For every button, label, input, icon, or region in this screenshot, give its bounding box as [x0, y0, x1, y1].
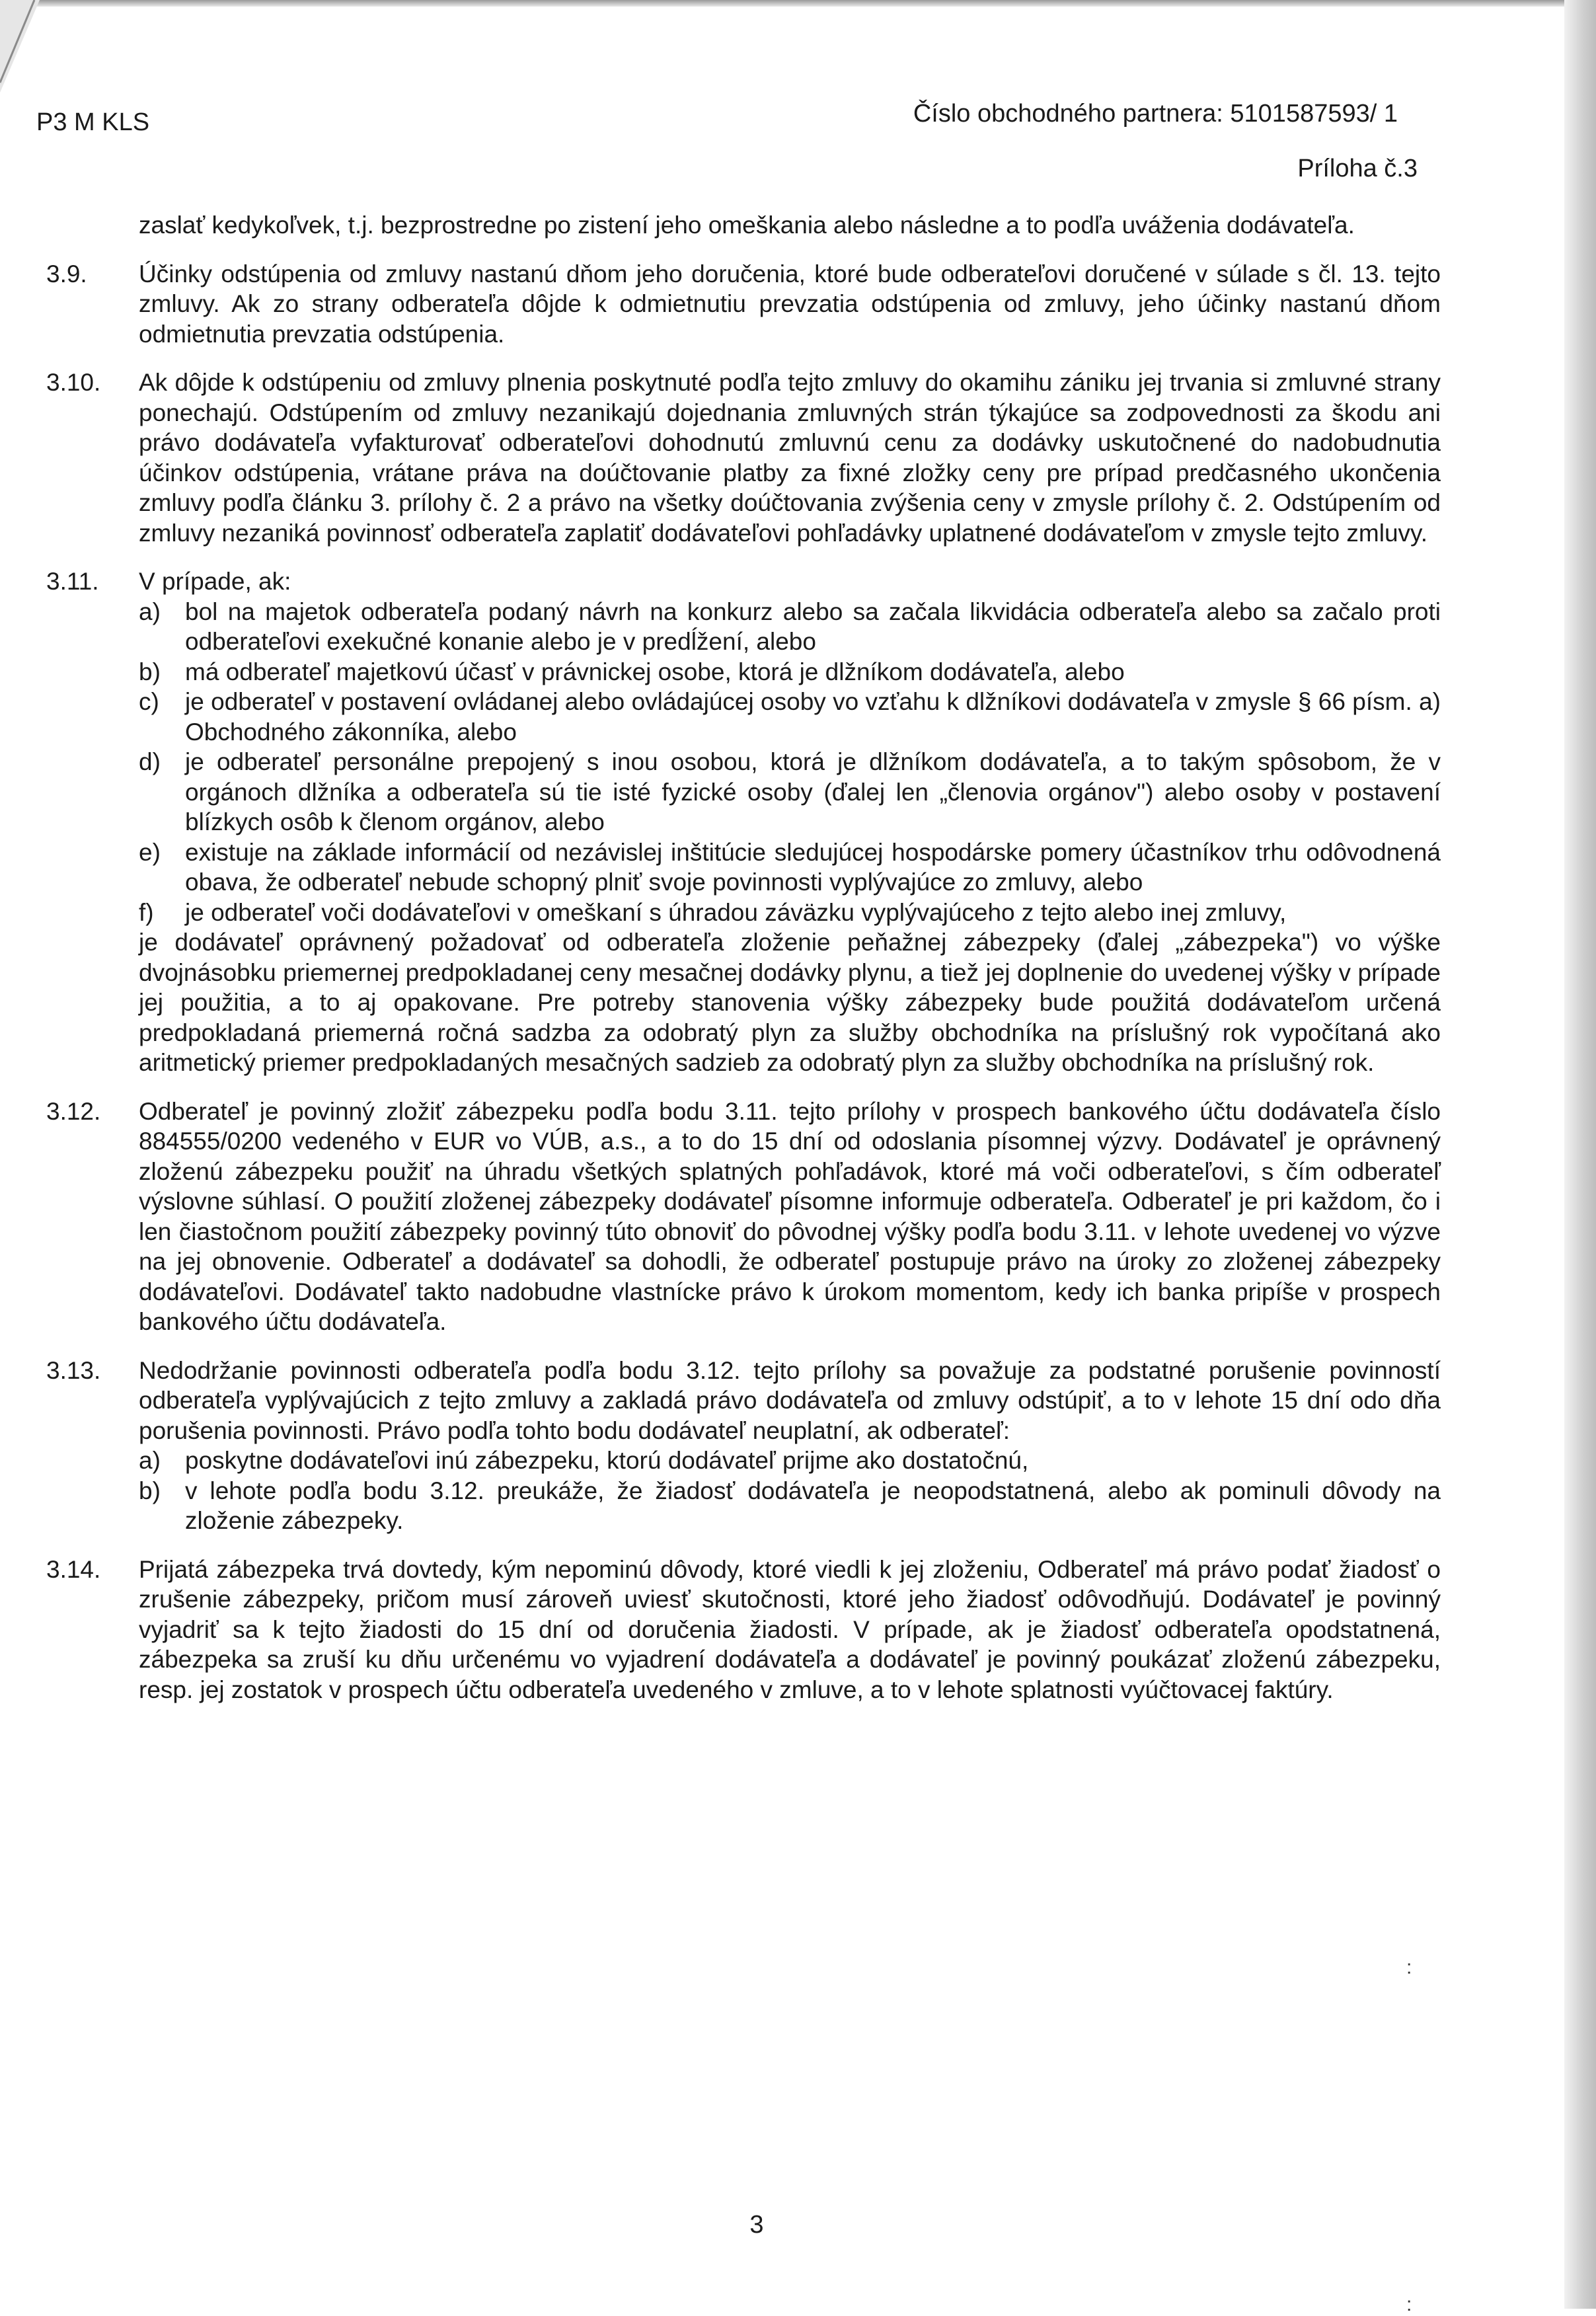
list-item-text: existuje na základe informácií od nezávislej inštitúcie sledujúcej hospodárske pomery účastníkov trhu odôvodnená obava, že odberateľ nebude schopný plniť svoje povinnosti vyplývajúce zo zmluvy, alebo	[185, 838, 1441, 896]
section-text: Účinky odstúpenia od zmluvy nastanú dňom jeho doručenia, ktoré bude odberateľovi doručené v súlade s čl. 13. tejto zmluvy. Ak zo strany odberateľa dôjde k odmietnutiu prevzatia odstúpenia od zmluvy, jeho účinky nastanú dňom odmietnutia prevzatia odstúpenia.	[139, 260, 1441, 348]
header-left-code: P3 M KLS	[36, 108, 150, 136]
condition-list	[139, 597, 1441, 928]
list-item-label: d)	[139, 748, 161, 775]
section-text: V prípade, ak:	[139, 568, 291, 595]
list-item	[139, 657, 1441, 687]
list-item	[139, 597, 1441, 657]
list-item-text: má odberateľ majetkovú účasť v právnickej osobe, ktorá je dlžníkom dodávateľa, alebo	[185, 658, 1125, 685]
section-continuation-text: je dodávateľ oprávnený požadovať od odberateľa zloženie peňažnej zábezpeky (ďalej „zábezpeka") vo výške dvojnásobku priemernej predpokladanej ceny mesačnej dodávky plynu, a tiež jej doplnenie do uvedenej výšky v prípade jej použitia, a to aj opakovane. Pre potreby stanovenia výšky zábezpeky bude použitá dodávateľom určená predpokladaná priemerná ročná sadzba za odobratý plyn za služby obchodníka na príslušný rok vypočítaná ako aritmetický priemer predpokladaných mesačných sadzieb za odobratý plyn za služby obchodníka na príslušný rok.	[139, 929, 1441, 1076]
scan-top-edge	[0, 0, 1564, 7]
section-3-13	[46, 1356, 1441, 1536]
list-item-label: e)	[139, 838, 161, 866]
section-number: 3.10.	[46, 369, 101, 396]
section-number: 3.9.	[46, 260, 87, 288]
section-3-12	[46, 1097, 1441, 1337]
list-item-label: f)	[139, 898, 154, 926]
section-number: 3.13.	[46, 1356, 101, 1384]
condition-list	[139, 1446, 1441, 1536]
list-item-label: a)	[139, 1447, 161, 1474]
section-number: 3.11.	[46, 568, 99, 595]
list-item	[139, 1446, 1441, 1476]
list-item-text: je odberateľ v postavení ovládanej alebo ovládajúcej osoby vo vzťahu k dlžníkovi dodávateľa v zmysle § 66 písm. a) Obchodného zákonníka, alebo	[185, 688, 1441, 746]
scan-speck: :	[1406, 2294, 1412, 2315]
section-3-10	[46, 367, 1441, 548]
scan-right-edge	[1564, 0, 1596, 2309]
list-item-text: poskytne dodávateľovi inú zábezpeku, ktorú dodávateľ prijme ako dostatočnú,	[185, 1447, 1029, 1474]
list-item	[139, 837, 1441, 898]
list-item-label: b)	[139, 658, 161, 685]
header-partner-number: Číslo obchodného partnera: 5101587593/ 1	[913, 100, 1398, 128]
list-item-label: c)	[139, 688, 159, 715]
section-text: Ak dôjde k odstúpeniu od zmluvy plnenia poskytnuté podľa tejto zmluvy do okamihu zániku jej trvania si zmluvné strany ponechajú. Odstúpením od zmluvy nezanikajú dojednania zmluvných strán týkajúce sa zodpovednosti za škodu ani právo dodávateľa vyfakturovať odberateľovi dohodnutú zmluvnú cenu za dodávky uskutočnené do nadobudnutia účinkov odstúpenia, vrátane práva na doúčtovanie platby za fixné zložky ceny pre prípad predčasného ukončenia zmluvy podľa článku 3. prílohy č. 2 a právo na všetky doúčtovania zvýšenia ceny v zmysle prílohy č. 2. Odstúpením od zmluvy nezaniká povinnosť odberateľa zaplatiť dodávateľovi pohľadávky uplatnené dodávateľom v zmysle tejto zmluvy.	[139, 369, 1441, 547]
list-item	[139, 747, 1441, 837]
list-item-text: je odberateľ personálne prepojený s inou osobou, ktorá je dlžníkom dodávateľa, a to takým spôsobom, že v orgánoch dlžníka a odberateľa sú tie isté fyzické osoby (ďalej len „členovia orgánov") alebo osoby v postavení blízkych osôb k členom orgánov, alebo	[185, 748, 1441, 835]
section-text: Prijatá zábezpeka trvá dovtedy, kým nepominú dôvody, ktoré viedli k jej zloženiu, Odberateľ má právo podať žiadosť o zrušenie zábezpeky, pričom musí zároveň uviesť skutočnosti, ktoré jeho žiadosť odôvodňujú. Dodávateľ je povinný vyjadriť sa k tejto žiadosti do 15 dní od doručenia žiadosti. V prípade, ak je žiadosť odberateľa opodstatnená, zábezpeka sa zruší ku dňu určenému vo vyjadrení dodávateľa a dodávateľ je povinný poukázať zloženú zábezpeku, resp. jej zostatok v prospech účtu odberateľa uvedeného v zmluve, a to v lehote splatnosti vyúčtovacej faktúry.	[139, 1555, 1441, 1703]
section-3-9	[46, 259, 1441, 350]
list-item-text: je odberateľ voči dodávateľovi v omeškaní s úhradou záväzku vyplývajúceho z tejto alebo inej zmluvy,	[185, 898, 1287, 926]
document-body	[46, 210, 1441, 1723]
list-item	[139, 1476, 1441, 1536]
list-item-label: a)	[139, 598, 161, 625]
page-number: 3	[749, 2211, 764, 2239]
section-number: 3.12.	[46, 1097, 101, 1125]
header-annex-label: Príloha č.3	[1297, 155, 1418, 182]
section-number: 3.14.	[46, 1555, 101, 1583]
section-text: Nedodržanie povinnosti odberateľa podľa bodu 3.12. tejto prílohy sa považuje za podstatné porušenie povinností odberateľa vyplývajúcich z tejto zmluvy a zakladá právo dodávateľa od zmluvy odstúpiť, a to v lehote 15 dní odo dňa porušenia povinnosti. Právo podľa tohto bodu dodávateľ neuplatní, ak odberateľ:	[139, 1356, 1441, 1444]
list-item	[139, 898, 1441, 928]
list-item-text: bol na majetok odberateľa podaný návrh na konkurz alebo sa začala likvidácia odberateľa alebo sa začalo proti odberateľovi exekučné konanie alebo je v predĺžení, alebo	[185, 598, 1441, 655]
scan-speck: :	[1406, 1956, 1412, 1978]
section-3-14	[46, 1555, 1441, 1705]
section-3-11	[46, 566, 1441, 1078]
list-item	[139, 687, 1441, 747]
list-item-label: b)	[139, 1477, 161, 1504]
intro-paragraph: zaslať kedykoľvek, t.j. bezprostredne po zistení jeho omeškania alebo následne a to podľa uváženia dodávateľa.	[139, 212, 1355, 239]
list-item-text: v lehote podľa bodu 3.12. preukáže, že žiadosť dodávateľa je neopodstatnená, alebo ak pominuli dôvody na zloženie zábezpeky.	[185, 1477, 1441, 1534]
section-text: Odberateľ je povinný zložiť zábezpeku podľa bodu 3.11. tejto prílohy v prospech bankového účtu dodávateľa číslo 884555/0200 vedeného v EUR vo VÚB, a.s., a to do 15 dní od odoslania písomnej výzvy. Dodávateľ je oprávnený zloženú zábezpeku použiť na úhradu všetkých splatných pohľadávok, ktoré má voči odberateľovi, s čím odberateľ výslovne súhlasí. O použití zloženej zábezpeky dodávateľ písomne informuje odberateľa. Odberateľ je pri každom, čo i len čiastočnom použití zábezpeky povinný túto obnoviť do pôvodnej výšky podľa bodu 3.11. v lehote uvedenej vo výzve na jej obnovenie. Odberateľ a dodávateľ sa dohodli, že odberateľ postupuje právo na úroky zo zloženej zábezpeky dodávateľovi. Dodávateľ takto nadobudne vlastnícke právo k úrokom momentom, kedy ich banka pripíše v prospech bankového účtu dodávateľa.	[139, 1097, 1441, 1335]
scan-corner-fold	[0, 0, 40, 93]
